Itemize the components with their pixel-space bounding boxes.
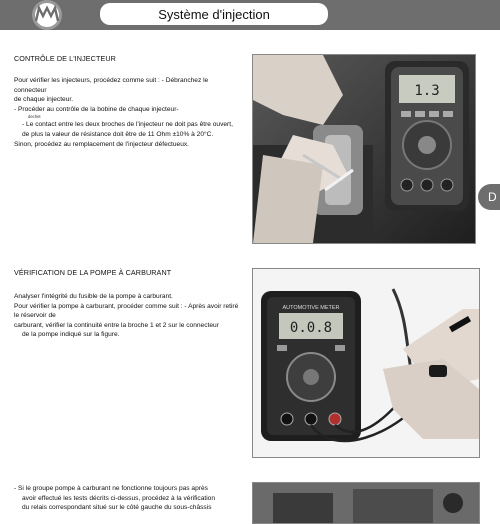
section-fuel-pump-text: [14, 292, 242, 340]
meter-label: AUTOMOTIVE METER: [282, 305, 340, 311]
mv-agusta-logo: [26, 0, 68, 30]
header-bar: [0, 0, 500, 30]
text-line: avoir effectué les tests décrits ci-dessus, procédez à la vérification: [22, 494, 216, 502]
text-line: Pour vérifier les injecteurs, procédez comme suit : - Débranchez le connecteur: [14, 77, 209, 94]
text-line: - Le contact entre les deux broches de l'injecteur ne doit pas être ouvert, de plus la valeur de résistance doit être de 11 Ohm ±10% à 20°C.: [22, 121, 233, 138]
section-relay-text: [14, 484, 242, 513]
page-title: Système d'injection: [100, 3, 328, 25]
text-line: de la pompe indiqué sur la figure.: [22, 331, 120, 339]
text-line: - Si le groupe pompe à carburant ne fonctionne toujours pas après: [14, 485, 208, 492]
text-line: du relais correspondant situé sur le côté gauche du sous-châssis: [22, 504, 212, 512]
text-line: - Procéder au contrôle de la bobine de chaque injecteur-: [14, 105, 179, 113]
relay-photo: [252, 482, 480, 524]
section-tab-d[interactable]: D: [478, 184, 500, 210]
text-line: Analyser l'intégrité du fusible de la pompe à carburant.: [14, 293, 173, 300]
tiny-note: dechet: [28, 114, 41, 120]
text-line: carburant, vérifier la continuité entre la broche 1 et 2 sur le connecteur: [14, 321, 219, 329]
injector-meter-reading: 1.3: [414, 83, 440, 99]
meter-reading: 0.0.8: [289, 320, 333, 336]
text-line: Pour vérifier la pompe à carburant, procéder comme suit : - Après avoir retiré le réservoir de: [14, 302, 239, 320]
fuel-pump-test-photo: [252, 268, 480, 458]
section-injector-text: [14, 76, 242, 149]
section-heading-injector: CONTRÔLE DE L'INJECTEUR: [14, 54, 116, 63]
text-line: de chaque injecteur.: [14, 96, 74, 104]
text-line: Sinon, procédez au remplacement de l'injecteur défectueux.: [14, 140, 189, 148]
section-heading-fuel-pump: VÉRIFICATION DE LA POMPE À CARBURANT: [14, 268, 172, 277]
injector-test-photo: [252, 54, 476, 244]
